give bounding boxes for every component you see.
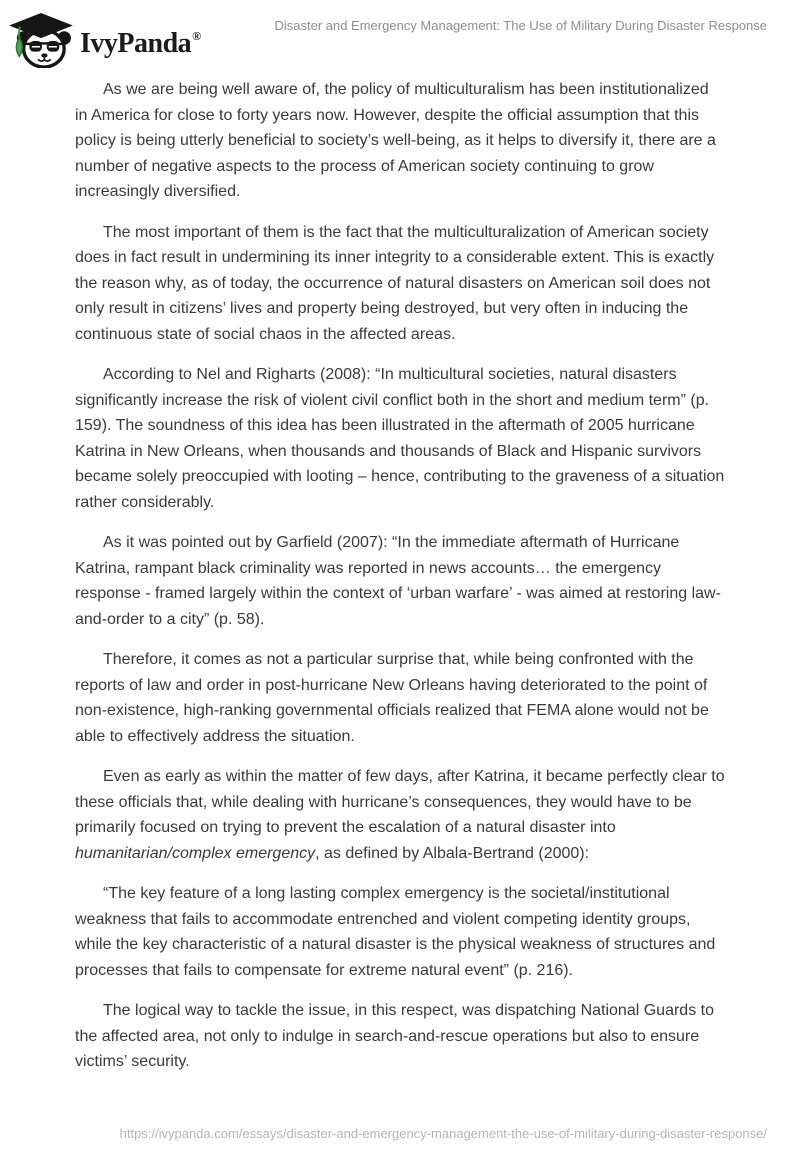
paragraph-6 [75, 764, 725, 866]
ivypanda-logo[interactable] [8, 8, 201, 72]
paragraph-1: As we are being well aware of, the policy of multiculturalism has been institutionalized in America for close to forty years now. However, despite the official assumption that this policy is being utterly beneficial to society’s well-being, as it helps to diversify it, there are a number of negative aspects to the process of American society continuing to grow increasingly diversified. [75, 81, 716, 200]
page-footer [33, 1126, 767, 1141]
paragraph-2: The most important of them is the fact that the multiculturalization of American society does in fact result in undermining its inner integrity to a considerable extent. This is exactly the reason why, as of today, the occurrence of natural disasters on American soil does not only result in citizens’ lives and property being destroyed, but very often in inducing the continuous state of social chaos in the affected areas. [75, 223, 715, 343]
document-title: Disaster and Emergency Management: The Use of Military During Disaster Response [274, 18, 767, 33]
paragraph-8: The logical way to tackle the issue, in this respect, was dispatching National Guards to the affected area, not only to indulge in search-and-rescue operations but also to ensure victims’ security. [75, 1002, 714, 1070]
source-url[interactable]: https://ivypanda.com/essays/disaster-and-emergency-management-the-use-of-military-during-disaster-response/ [119, 1126, 767, 1141]
paragraph-3: According to Nel and Righarts (2008): “In multicultural societies, natural disasters significantly increase the risk of violent civil conflict both in the short and medium term” (p. 159). The soundness of this idea has been illustrated in the aftermath of 2005 hurricane Katrina in New Orleans, when thousands and thousands of Black and Hispanic survivors became solely preoccupied with looting – hence, contributing to the graveness of a situation rather considerably. [75, 366, 725, 511]
logo-name: IvyPanda [80, 28, 192, 59]
paragraph-6-lead: Even as early as within the matter of few days, after Katrina, it became perfectly clear to these officials that, while dealing with hurricane’s consequences, they would have to be primarily focused on trying to prevent the escalation of a natural disaster into [75, 768, 725, 836]
registered-trademark: ® [192, 29, 201, 43]
emphasized-term: humanitarian/complex emergency [75, 844, 316, 862]
page-header [0, 0, 800, 66]
logo-wordmark [80, 8, 201, 72]
paragraph-7: “The key feature of a long lasting complex emergency is the societal/institutional weakness that fails to accommodate entrenched and violent competing identity groups, while the key characteristic of a natural disaster is the physical weakness of structures and processes that fails to compensate for extreme natural event” (p. 216). [75, 885, 716, 979]
panda-graduate-icon [8, 12, 74, 68]
paragraph-4: As it was pointed out by Garfield (2007): “In the immediate aftermath of Hurricane Katrina, rampant black criminality was reported in news accounts… the emergency response - framed largely within the context of ‘urban warfare’ - was aimed at restoring law-and-order to a city” (p. 58). [75, 534, 721, 628]
essay-body [75, 77, 725, 1075]
paragraph-6-tail: , as defined by Albala-Bertrand (2000): [315, 844, 590, 862]
paragraph-5: Therefore, it comes as not a particular surprise that, while being confronted with the reports of law and order in post-hurricane New Orleans having deteriorated to the point of non-existence, high-ranking governmental officials realized that FEMA alone would not be able to effectively address the situation. [75, 651, 709, 745]
